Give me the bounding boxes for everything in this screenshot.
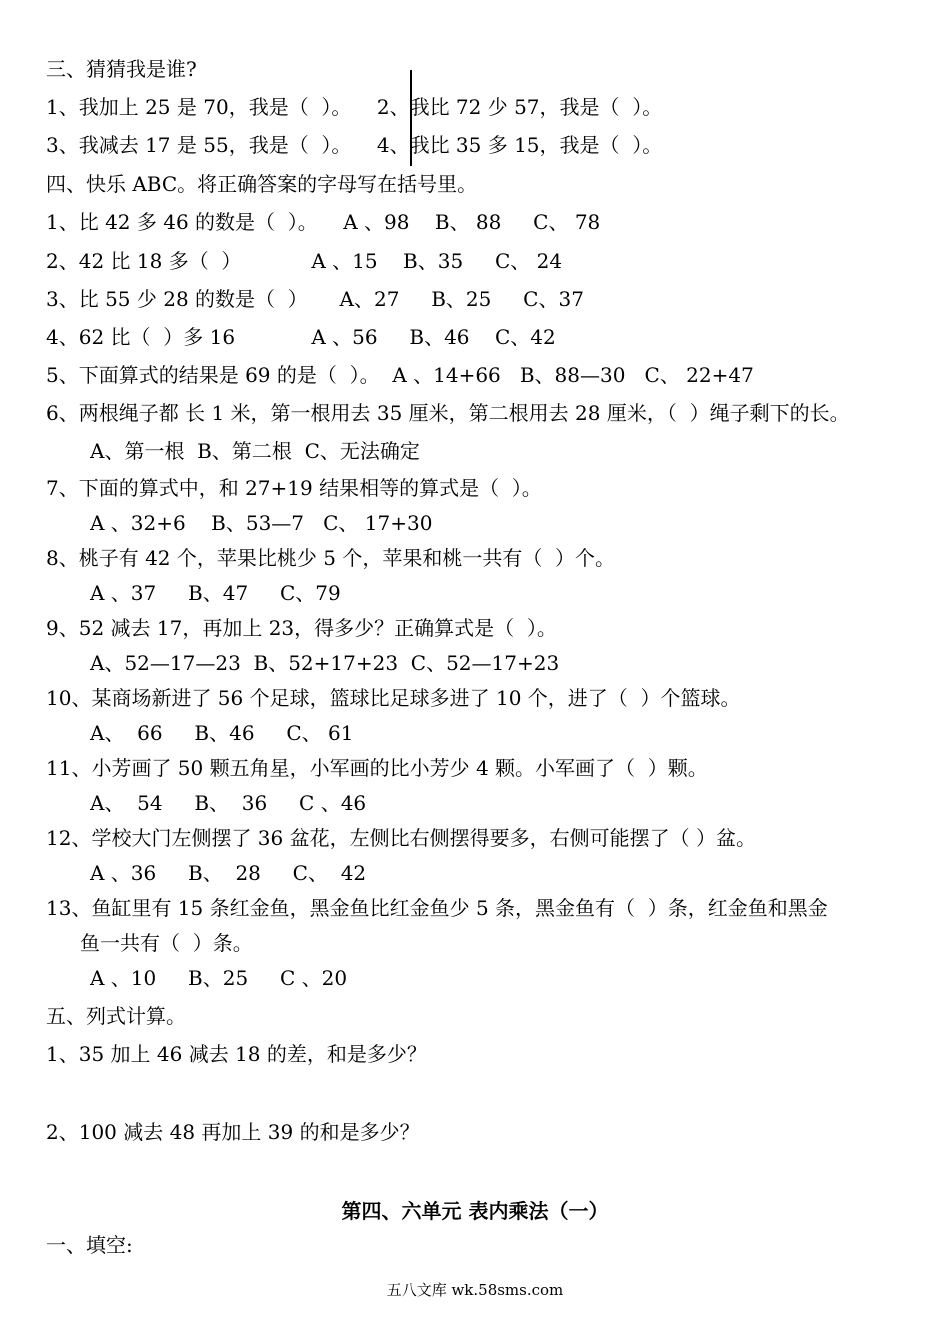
question-6-options: A、第一根 B、第二根 C、无法确定	[90, 439, 420, 463]
question-13: 13、鱼缸里有 15 条红金鱼，黑金鱼比红金鱼少 5 条，黑金鱼有（ ）条，红金鱼和黑金	[46, 896, 828, 920]
section-heading-5: 五、列式计算。	[46, 1004, 186, 1028]
question-12: 12、学校大门左侧摆了 36 盆花，左侧比右侧摆得要多，右侧可能摆了（ ）盆。	[46, 826, 756, 850]
question-13-options: A 、10 B、25 C 、20	[90, 966, 348, 990]
question-8-options: A 、37 B、47 C、79	[90, 581, 341, 605]
calc-question-2: 2、100 减去 48 再加上 39 的和是多少？	[46, 1120, 420, 1144]
question-10-options: A、 66 B、46 C、 61	[90, 721, 354, 745]
question-7: 7、下面的算式中，和 27+19 结果相等的算式是（ ）。	[46, 476, 542, 500]
section-heading-3: 三、猜猜我是谁?	[46, 57, 197, 81]
section-heading-4: 四、快乐 ABC。将正确答案的字母写在括号里。	[46, 172, 478, 196]
question-10: 10、某商场新进了 56 个足球，篮球比足球多进了 10 个，进了（ ）个篮球。	[46, 686, 741, 710]
riddle-line-2: 3、我减去 17 是 55，我是（ ）。 4、我比 35 多 15，我是（ ）。	[46, 133, 663, 157]
question-1: 1、比 42 多 46 的数是（ ）。 A 、98 B、 88 C、 78	[46, 210, 601, 234]
question-2: 2、42 比 18 多（ ） A 、15 B、35 C、 24	[46, 249, 563, 273]
question-12-options: A 、36 B、 28 C、 42	[90, 861, 367, 885]
question-9: 9、52 减去 17，再加上 23，得多少？正确算式是（ ）。	[46, 616, 557, 640]
footer-watermark: 五八文库 wk.58sms.com	[386, 1281, 564, 1299]
question-5: 5、下面算式的结果是 69 的是（ ）。 A 、14+66 B、88—30 C、 22+47	[46, 363, 754, 387]
question-6: 6、两根绳子都 长 1 米，第一根用去 35 厘米，第二根用去 28 厘米，（ ）绳子剩下的长。	[46, 401, 850, 425]
question-13-continued: 鱼一共有（ ）条。	[80, 931, 253, 955]
unit-title: 第四、六单元 表内乘法（一）	[341, 1199, 609, 1223]
section-heading-fill: 一、填空:	[46, 1233, 133, 1257]
question-8: 8、桃子有 42 个，苹果比桃少 5 个，苹果和桃一共有（ ）个。	[46, 546, 616, 570]
question-11-options: A、 54 B、 36 C 、46	[90, 791, 367, 815]
calc-question-1: 1、35 加上 46 减去 18 的差，和是多少？	[46, 1042, 427, 1066]
question-11: 11、小芳画了 50 颗五角星，小军画的比小芳少 4 颗。小军画了（ ）颗。	[46, 756, 708, 780]
question-7-options: A 、32+6 B、53—7 C、 17+30	[90, 511, 433, 535]
question-3: 3、比 55 少 28 的数是（ ） A、27 B、25 C、37	[46, 287, 584, 311]
question-9-options: A、52—17—23 B、52+17+23 C、52—17+23	[90, 651, 560, 675]
question-4: 4、62 比（ ）多 16 A 、56 B、46 C、42	[46, 325, 556, 349]
riddle-line-1: 1、我加上 25 是 70，我是（ ）。 2、我比 72 少 57，我是（ ）。	[46, 95, 663, 119]
